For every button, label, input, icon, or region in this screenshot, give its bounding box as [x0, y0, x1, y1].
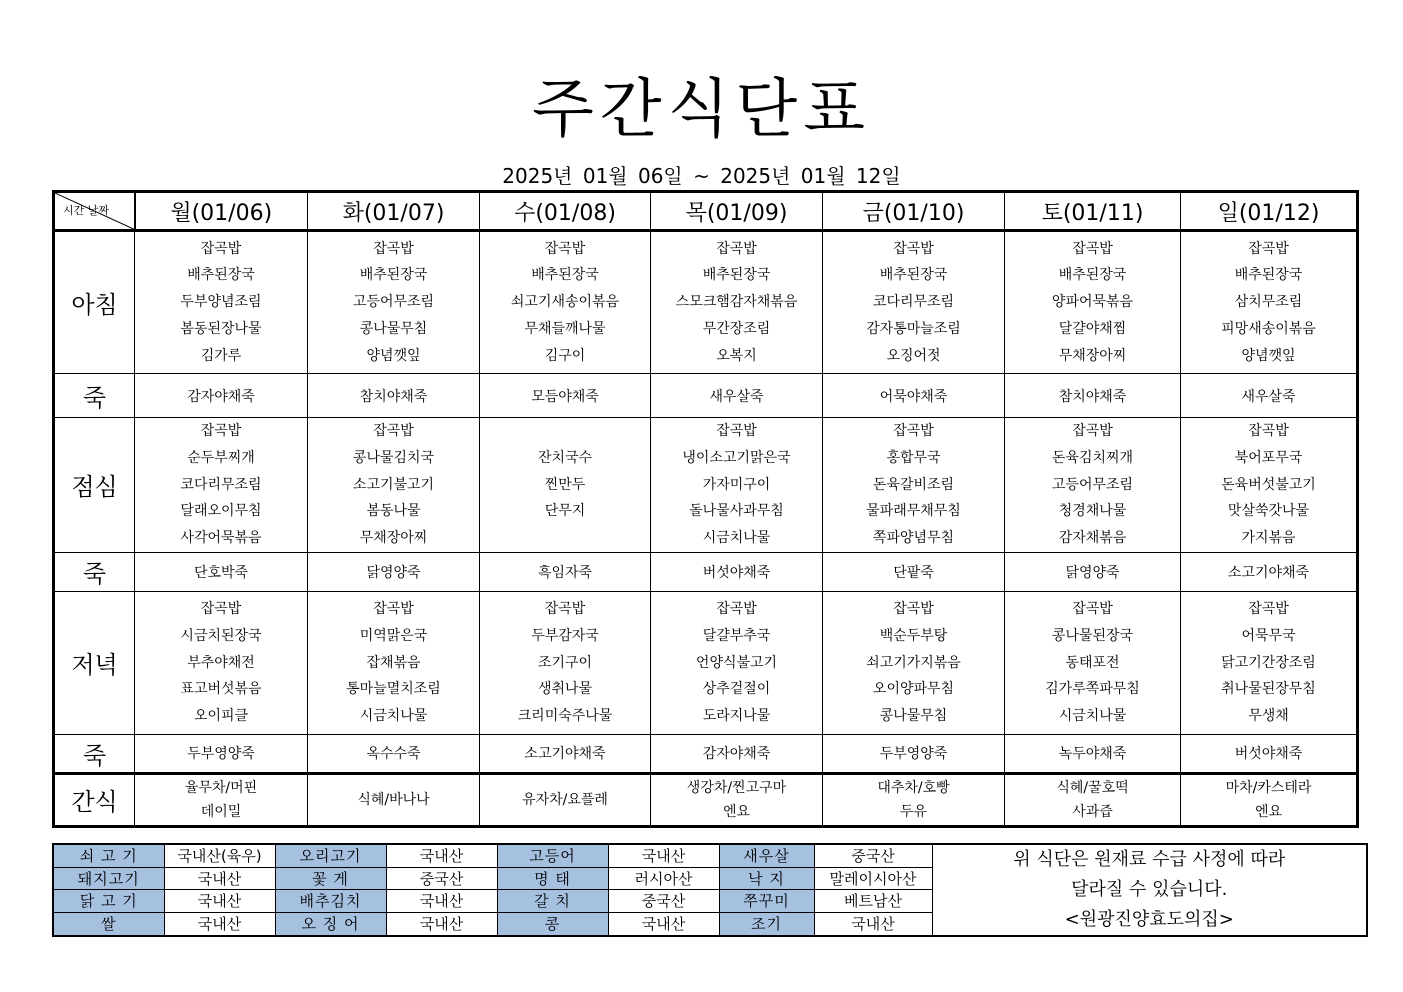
menu-cell: 버섯야채죽	[1181, 734, 1358, 773]
menu-item: 콩나물무침	[879, 708, 948, 725]
menu-item: 통마늘멸치조림	[346, 681, 441, 698]
origin-country: 중국산	[386, 867, 497, 890]
menu-item: 쇠고기새송이볶음	[510, 294, 620, 311]
menu-cell	[308, 773, 480, 826]
meal-label-snack: 간식	[54, 773, 135, 826]
menu-item: 엔요	[722, 803, 751, 820]
menu-cell	[135, 418, 308, 553]
menu-cell	[480, 591, 651, 734]
page-title: 주간식단표	[531, 73, 872, 147]
menu-item: 잡곡밥	[544, 600, 586, 617]
menu-cell	[1005, 773, 1181, 826]
menu-item: 물파래무채무침	[866, 503, 961, 520]
menu-cell: 옥수수죽	[308, 734, 480, 773]
menu-item: 도라지나물	[702, 708, 771, 725]
origin-country: 베트남산	[814, 890, 932, 913]
menu-item: 두부양념조림	[180, 294, 262, 311]
menu-item: 잡곡밥	[716, 600, 757, 617]
meal-label-porridge: 죽	[54, 552, 135, 591]
menu-cell: 감자야채죽	[135, 374, 308, 418]
menu-item: 잡곡밥	[1248, 600, 1289, 617]
meal-label-breakfast: 아침	[54, 231, 135, 374]
menu-cell: 버섯야채죽	[651, 552, 823, 591]
menu-item: 달걀야채찜	[1058, 320, 1127, 337]
menu-item: 잡곡밥	[716, 240, 757, 257]
menu-cell: 어묵야채죽	[823, 374, 1005, 418]
menu-cell: 닭영양죽	[1005, 552, 1181, 591]
origin-ingredient: 꽃 게	[275, 867, 386, 890]
menu-item: 청경채나물	[1058, 503, 1127, 520]
menu-item: 가지볶음	[1241, 530, 1296, 547]
menu-item: 무채들깨나물	[524, 320, 606, 337]
menu-cell	[823, 591, 1005, 734]
menu-cell: 단팥죽	[823, 552, 1005, 591]
day-header: 금(01/10)	[823, 192, 1005, 231]
menu-item: 데이밀	[200, 803, 242, 820]
menu-item: 오이양파무침	[872, 681, 955, 698]
origin-ingredient: 오리고기	[275, 844, 386, 867]
menu-item: 잡곡밥	[1248, 423, 1289, 439]
menu-item: 콩나물된장국	[1051, 627, 1134, 644]
menu-item: 감자통마늘조림	[866, 320, 961, 337]
menu-cell	[823, 773, 1005, 826]
origin-country: 국내산(육우)	[164, 844, 275, 867]
menu-cell	[1181, 231, 1358, 374]
menu-cell	[651, 231, 823, 374]
menu-cell	[1181, 591, 1358, 734]
menu-item: 시금치나물	[702, 530, 771, 547]
origin-ingredient: 오 징 어	[275, 913, 386, 936]
day-header: 화(01/07)	[308, 192, 480, 231]
lunch-row	[54, 418, 1358, 553]
menu-item: 달걀부추국	[702, 627, 771, 644]
menu-item: 무생채	[1248, 708, 1289, 725]
origin-row	[53, 844, 1367, 867]
menu-item: 잡곡밥	[1248, 240, 1289, 257]
menu-item: 미역맑은국	[359, 627, 428, 644]
menu-cell: 새우살죽	[651, 374, 823, 418]
menu-item: 코다리무조림	[180, 476, 262, 493]
menu-item: 잡곡밥	[544, 240, 586, 257]
menu-cell: 단호박죽	[135, 552, 308, 591]
origin-ingredient: 쭈꾸미	[719, 890, 814, 913]
menu-item: 잡곡밥	[893, 423, 934, 439]
menu-item: 배추된장국	[531, 267, 599, 284]
dinner-row	[54, 591, 1358, 734]
menu-cell	[823, 231, 1005, 374]
origin-ingredient: 쇠 고 기	[53, 844, 164, 867]
origin-ingredient: 낙 지	[719, 867, 814, 890]
menu-item: 표고버섯볶음	[180, 681, 262, 698]
origin-country: 국내산	[814, 913, 932, 936]
menu-item: 고등어무조림	[1051, 476, 1134, 493]
menu-item: 배추된장국	[879, 267, 948, 284]
breakfast-porridge-row	[54, 374, 1358, 418]
menu-item: 무채장아찌	[359, 530, 428, 547]
menu-item: 취나물된장무침	[1221, 681, 1316, 698]
menu-item: 배추된장국	[359, 267, 428, 284]
origin-country: 국내산	[608, 844, 719, 867]
origin-country: 러시아산	[608, 867, 719, 890]
menu-item: 상추겉절이	[702, 681, 771, 698]
menu-cell: 참치야채죽	[1005, 374, 1181, 418]
menu-cell: 두부영양죽	[823, 734, 1005, 773]
dinner-porridge-row	[54, 734, 1358, 773]
origin-country: 국내산	[164, 913, 275, 936]
origin-ingredient: 갈 치	[497, 890, 608, 913]
menu-item: 돈육김치찌개	[1051, 449, 1134, 466]
menu-item: 양념깻잎	[1241, 347, 1296, 364]
menu-item: 배추된장국	[702, 267, 771, 284]
header-row	[54, 192, 1358, 231]
menu-item: 콩나물무침	[359, 320, 428, 337]
menu-item: 어묵무국	[1241, 627, 1296, 644]
origin-country: 국내산	[386, 890, 497, 913]
menu-item: 두부감자국	[531, 627, 599, 644]
menu-cell: 새우살죽	[1181, 374, 1358, 418]
menu-item: 봄동나물	[366, 503, 421, 520]
lunch-porridge-row	[54, 552, 1358, 591]
menu-item: 잡채볶음	[366, 654, 421, 671]
menu-cell	[135, 231, 308, 374]
menu-item: 단무지	[544, 503, 586, 520]
menu-item: 부추야채전	[187, 654, 255, 671]
menu-item: 사과즙	[1072, 803, 1113, 820]
menu-item: 잡곡밥	[200, 423, 242, 439]
menu-cell	[480, 418, 651, 553]
menu-item: 언양식불고기	[695, 654, 778, 671]
menu-item: 식혜/바나나	[357, 791, 430, 808]
menu-item: 잡곡밥	[1072, 423, 1113, 439]
menu-item: 오복지	[716, 347, 757, 364]
menu-item: 돈육갈비조림	[872, 476, 955, 493]
origin-ingredient: 배추김치	[275, 890, 386, 913]
menu-item: 달래오이무침	[180, 503, 262, 520]
meal-label-dinner: 저녁	[54, 591, 135, 734]
menu-item: 두유	[899, 803, 928, 820]
menu-item: 북어포무국	[1234, 449, 1303, 466]
menu-item: 배추된장국	[1058, 267, 1127, 284]
notice	[932, 844, 1367, 936]
menu-item: 봄동된장나물	[180, 320, 262, 337]
menu-item: 스모크햄감자채볶음	[675, 294, 798, 311]
origin-ingredient: 새우살	[719, 844, 814, 867]
menu-item: 잡곡밥	[373, 600, 414, 617]
menu-item: 시금치된장국	[180, 627, 262, 644]
day-header: 월(01/06)	[135, 192, 308, 231]
notice-line: 달라질 수 있습니다.	[1071, 879, 1228, 900]
menu-item: 배추된장국	[1234, 267, 1303, 284]
menu-cell	[135, 591, 308, 734]
origin-country: 국내산	[386, 913, 497, 936]
origin-ingredient: 돼지고기	[53, 867, 164, 890]
menu-item: 잔치국수	[537, 449, 593, 466]
menu-cell	[1005, 418, 1181, 553]
menu-item: 무채장아찌	[1058, 347, 1127, 364]
menu-item: 양파어묵볶음	[1051, 294, 1134, 311]
menu-item: 배추된장국	[187, 267, 255, 284]
menu-item: 돌나물사과무침	[689, 503, 784, 520]
origin-ingredient: 명 태	[497, 867, 608, 890]
menu-item: 무간장조림	[702, 320, 771, 337]
menu-item: 잡곡밥	[893, 600, 934, 617]
menu-item: 유자차/요플레	[522, 791, 608, 808]
menu-cell	[1005, 591, 1181, 734]
menu-item: 백순두부탕	[879, 627, 948, 644]
menu-cell: 두부영양죽	[135, 734, 308, 773]
origin-country: 국내산	[386, 844, 497, 867]
day-header: 수(01/08)	[480, 192, 651, 231]
menu-item: 피망새송이볶음	[1221, 320, 1316, 337]
menu-cell	[308, 591, 480, 734]
menu-item: 순두부찌개	[187, 449, 255, 466]
date-range: 2025년 01월 06일 ~ 2025년 01월 12일	[502, 164, 901, 188]
menu-item: 가자미구이	[702, 476, 771, 493]
origin-table	[52, 843, 1368, 937]
snack-row	[54, 773, 1358, 826]
meal-label-porridge: 죽	[54, 374, 135, 418]
corner-time-label: 시간	[63, 204, 85, 217]
menu-cell: 닭영양죽	[308, 552, 480, 591]
menu-item: 홍합무국	[886, 449, 941, 466]
origin-ingredient: 조기	[719, 913, 814, 936]
meal-label-porridge: 죽	[54, 734, 135, 773]
menu-item: 시금치나물	[359, 708, 428, 725]
menu-item: 시금치나물	[1058, 708, 1127, 725]
menu-cell	[651, 591, 823, 734]
menu-cell	[135, 773, 308, 826]
menu-cell	[480, 773, 651, 826]
menu-cell	[308, 418, 480, 553]
menu-item: 고등어무조림	[352, 294, 435, 311]
day-header: 목(01/09)	[651, 192, 823, 231]
menu-cell	[308, 231, 480, 374]
menu-item: 김가루	[200, 347, 242, 364]
menu-item: 김가루쪽파무침	[1045, 681, 1140, 698]
menu-item: 오징어젓	[886, 347, 941, 364]
menu-item: 맛살쑥갓나물	[1227, 503, 1310, 520]
origin-country: 국내산	[164, 890, 275, 913]
menu-item: 잡곡밥	[200, 240, 242, 257]
menu-cell	[823, 418, 1005, 553]
menu-item: 생강차/찐고구마	[686, 779, 787, 796]
menu-cell: 소고기야채죽	[480, 734, 651, 773]
menu-item: 감자채볶음	[1058, 530, 1127, 547]
menu-item: 잡곡밥	[893, 240, 934, 257]
menu-cell	[480, 231, 651, 374]
menu-item: 율무차/머핀	[184, 779, 258, 796]
weekly-menu-table	[52, 190, 1359, 828]
menu-item: 엔요	[1254, 803, 1283, 820]
menu-item: 사각어묵볶음	[180, 530, 262, 547]
menu-cell	[651, 418, 823, 553]
menu-cell: 감자야채죽	[651, 734, 823, 773]
menu-item: 잡곡밥	[200, 600, 242, 617]
origin-country: 중국산	[608, 890, 719, 913]
day-header: 일(01/12)	[1181, 192, 1358, 231]
menu-item: 김구이	[544, 347, 586, 364]
menu-cell: 녹두야채죽	[1005, 734, 1181, 773]
origin-country: 국내산	[608, 913, 719, 936]
menu-item: 닭고기간장조림	[1221, 654, 1316, 671]
menu-item: 잡곡밥	[373, 423, 414, 439]
menu-item: 양념깻잎	[366, 347, 421, 364]
menu-cell: 흑임자죽	[480, 552, 651, 591]
menu-item: 잡곡밥	[716, 423, 757, 439]
menu-item: 잡곡밥	[1072, 600, 1113, 617]
menu-item: 찐만두	[544, 476, 586, 493]
corner-cell	[54, 192, 135, 231]
menu-item: 생취나물	[537, 681, 593, 698]
menu-item: 쪽파양념무침	[872, 530, 955, 547]
menu-cell	[1181, 773, 1358, 826]
breakfast-row	[54, 231, 1358, 374]
notice-line: <원광진양효도의집>	[1064, 909, 1234, 930]
origin-country: 말레이시아산	[814, 867, 932, 890]
menu-item: 잡곡밥	[373, 240, 414, 257]
origin-ingredient: 고등어	[497, 844, 608, 867]
menu-cell: 모듬야채죽	[480, 374, 651, 418]
menu-item: 소고기불고기	[352, 476, 435, 493]
menu-item: 대추차/호빵	[877, 779, 950, 796]
origin-country: 중국산	[814, 844, 932, 867]
meal-label-lunch: 점심	[54, 418, 135, 553]
menu-item: 오이피클	[193, 708, 249, 725]
menu-item: 크리미숙주나물	[517, 708, 613, 725]
origin-ingredient: 쌀	[53, 913, 164, 936]
menu-item: 냉이소고기맑은국	[682, 449, 791, 466]
menu-item: 동태포전	[1065, 654, 1120, 671]
origin-country: 국내산	[164, 867, 275, 890]
menu-item: 마차/카스테라	[1225, 779, 1312, 796]
menu-item: 잡곡밥	[1072, 240, 1113, 257]
corner-date-label: 날짜	[87, 204, 110, 217]
notice-line: 위 식단은 원재료 수급 사정에 따라	[1013, 849, 1286, 870]
menu-item: 돈육버섯불고기	[1221, 476, 1316, 493]
menu-item: 쇠고기가지볶음	[866, 654, 961, 671]
menu-item: 식혜/꿀호떡	[1056, 779, 1129, 796]
origin-ingredient: 콩	[497, 913, 608, 936]
menu-item: 콩나물김치국	[352, 449, 435, 466]
menu-cell: 소고기야채죽	[1181, 552, 1358, 591]
menu-item: 조기구이	[537, 654, 593, 671]
day-header: 토(01/11)	[1005, 192, 1181, 231]
menu-item: 코다리무조림	[872, 294, 955, 311]
menu-cell	[1005, 231, 1181, 374]
origin-ingredient: 닭 고 기	[53, 890, 164, 913]
menu-item: 삼치무조림	[1234, 294, 1303, 311]
menu-cell: 참치야채죽	[308, 374, 480, 418]
menu-cell	[1181, 418, 1358, 553]
menu-cell	[651, 773, 823, 826]
